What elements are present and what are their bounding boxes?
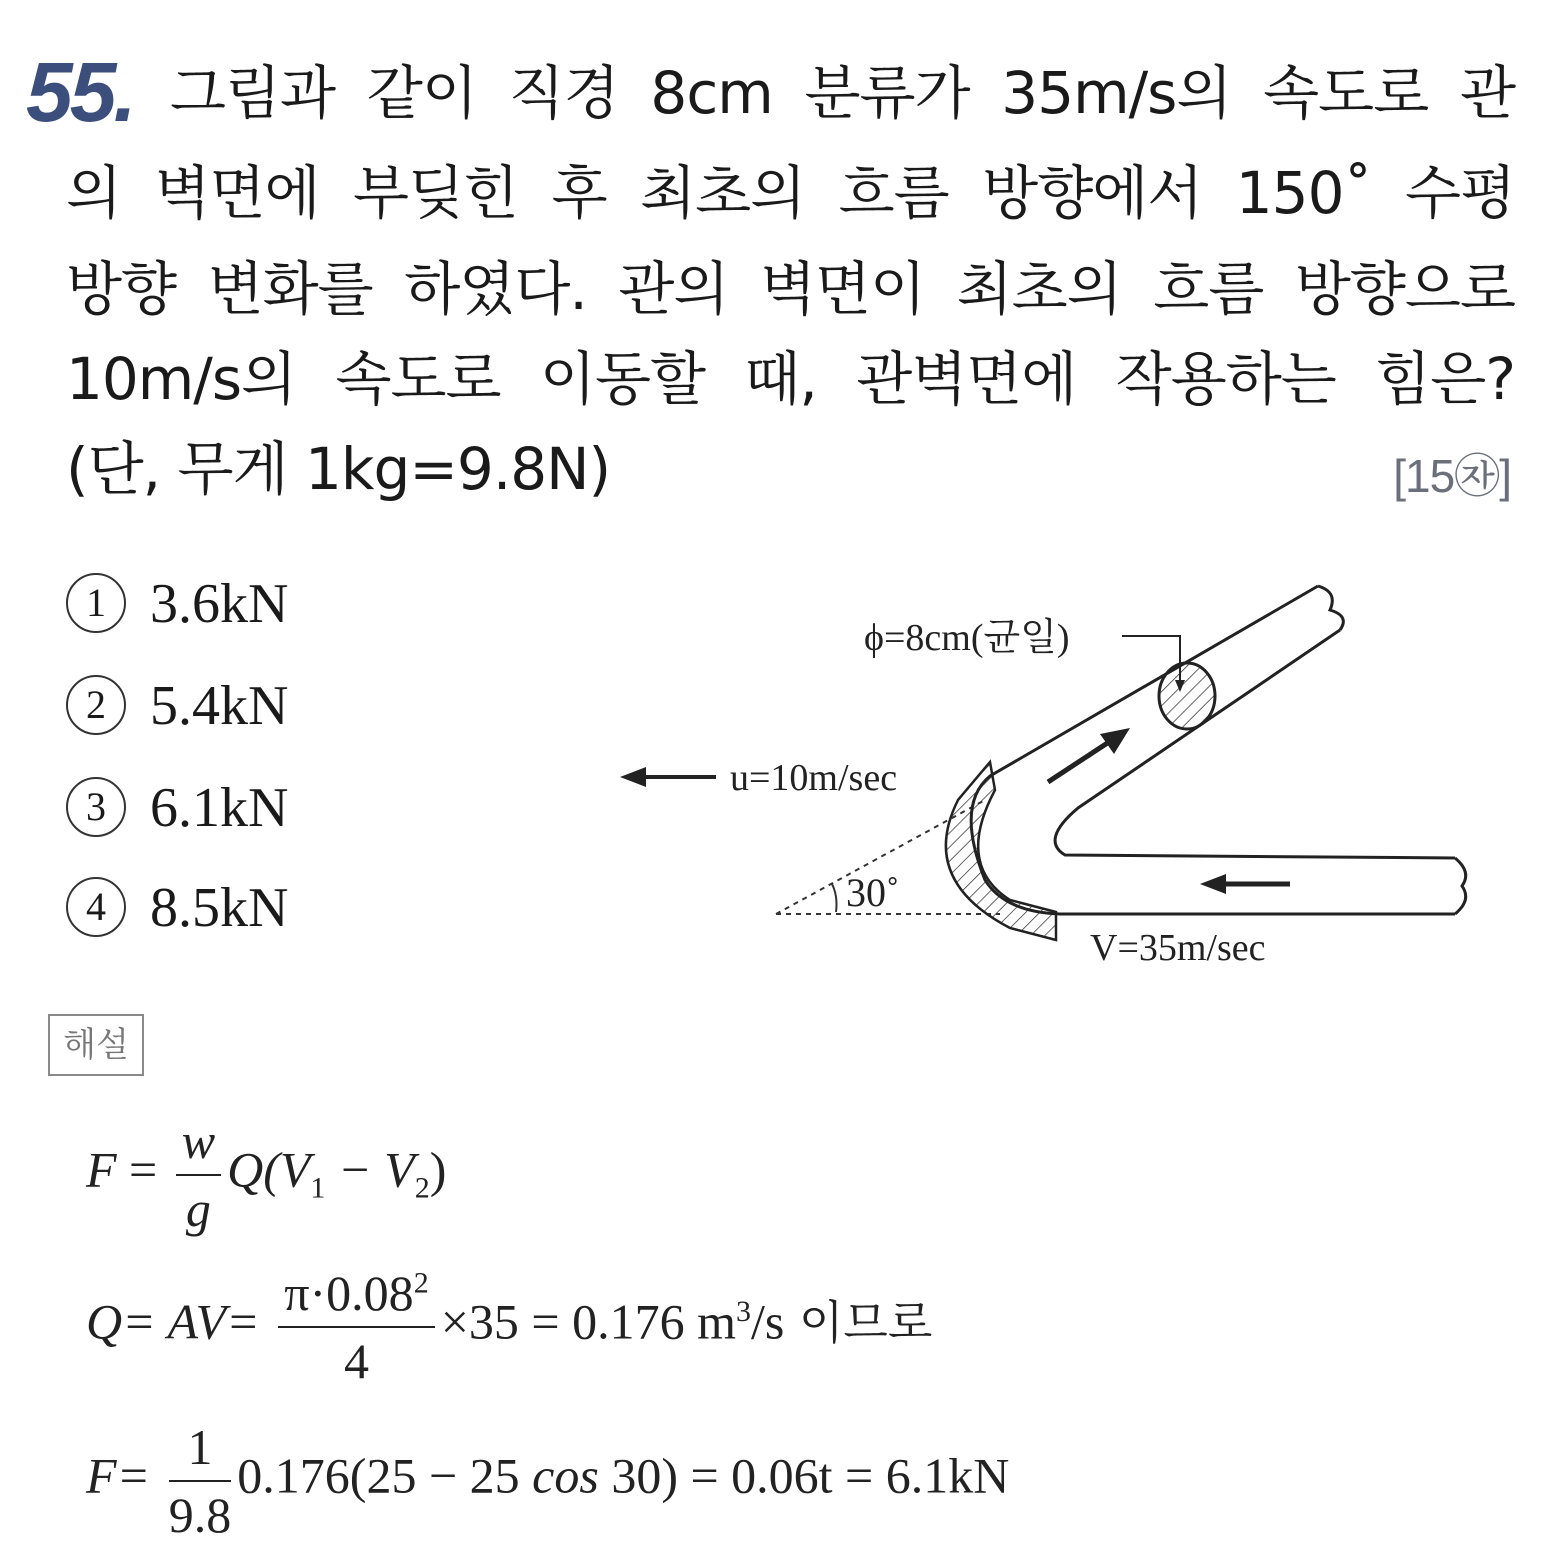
choice-number: 1 (66, 573, 126, 633)
eq1-sub2: 2 (414, 1171, 430, 1205)
flow-arrowhead-lower (1200, 874, 1226, 894)
eq3-numerator: 1 (169, 1418, 232, 1482)
eq3-denominator: 9.8 (168, 1487, 232, 1543)
pipe-end-top (1318, 586, 1343, 630)
choice-text: 5.4kN (150, 675, 289, 737)
u-label: u=10m/sec (730, 757, 898, 799)
question-line-1: 그림과 같이 직경 8cm 분류가 35m/s의 속도로 관 (170, 59, 1515, 127)
choice-number: 4 (66, 877, 126, 937)
equation-2 (86, 1264, 932, 1390)
angle-label: 30˚ (846, 870, 900, 915)
choice-number: 2 (66, 675, 126, 735)
source-tag: [15㉶] (1393, 450, 1511, 502)
eq2-numerator-sup: 2 (413, 1266, 429, 1300)
v-label: V=35m/sec (1090, 927, 1266, 969)
choice-2[interactable] (66, 674, 288, 741)
solution-label: 해설 (48, 1014, 144, 1076)
eq2-numerator-main: π·0.08 (284, 1265, 414, 1321)
eq3-lhs: F= (86, 1447, 151, 1504)
eq3-body: 0.176(25 − 25 (237, 1447, 520, 1504)
equation-3 (86, 1418, 1009, 1544)
question-line-2: 의 벽면에 부딪힌 후 최초의 흐름 방향에서 150˚ 수평 (66, 159, 1515, 227)
choice-text: 6.1kN (150, 777, 289, 839)
eq1-minus: − V (325, 1141, 415, 1198)
eq1-rest: Q(V (227, 1141, 311, 1198)
eq3-tail: 30) = 0.06t = 6.1kN (611, 1447, 1010, 1504)
pipe-cross-section (1159, 663, 1215, 729)
eq3-cos: cos (519, 1447, 612, 1504)
angle-arc (832, 884, 837, 912)
question-line-3: 방향 변화를 하였다. 관의 벽면이 최초의 흐름 방향으로 (66, 255, 1515, 323)
question-line-5: (단, 무게 1kg=9.8N) (66, 435, 611, 503)
eq1-denominator: g (185, 1181, 211, 1237)
choice-3[interactable] (66, 776, 288, 843)
choice-text: 3.6kN (150, 573, 289, 635)
eq2-numerator (278, 1264, 434, 1328)
eq1-numerator: w (176, 1112, 221, 1176)
eq2-tail: /s (750, 1293, 785, 1350)
pipe-figure (600, 570, 1520, 990)
eq2-mid: ×35 = 0.176 m (440, 1293, 736, 1350)
choice-4[interactable] (66, 876, 288, 943)
choice-text: 8.5kN (150, 877, 289, 939)
eq1-sub1: 1 (310, 1171, 326, 1205)
question-number: 55. (26, 45, 134, 139)
eq3-fraction (169, 1418, 232, 1544)
eq2-sup: 3 (735, 1294, 751, 1328)
pipe-end-right (1455, 858, 1466, 914)
eq2-suffix: 이므로 (784, 1295, 933, 1350)
eq1-equals: = (129, 1141, 158, 1198)
flow-arrowhead-upper (1100, 728, 1130, 754)
equation-1 (86, 1112, 446, 1238)
eq2-lhs: Q= AV= (86, 1293, 260, 1350)
eq2-denominator: 4 (343, 1333, 369, 1389)
eq2-fraction (278, 1264, 434, 1390)
choice-1[interactable] (66, 572, 288, 639)
eq1-lhs: F (86, 1141, 117, 1198)
eq1-close: ) (429, 1141, 447, 1198)
choice-number: 3 (66, 777, 126, 837)
eq1-fraction (176, 1112, 221, 1238)
u-arrowhead (620, 767, 646, 787)
question-line-4: 10m/s의 속도로 이동할 때, 관벽면에 작용하는 힘은? (66, 345, 1515, 413)
flow-arrow-upper (1048, 740, 1112, 782)
diameter-label: ϕ=8cm(균일) (864, 617, 1070, 659)
